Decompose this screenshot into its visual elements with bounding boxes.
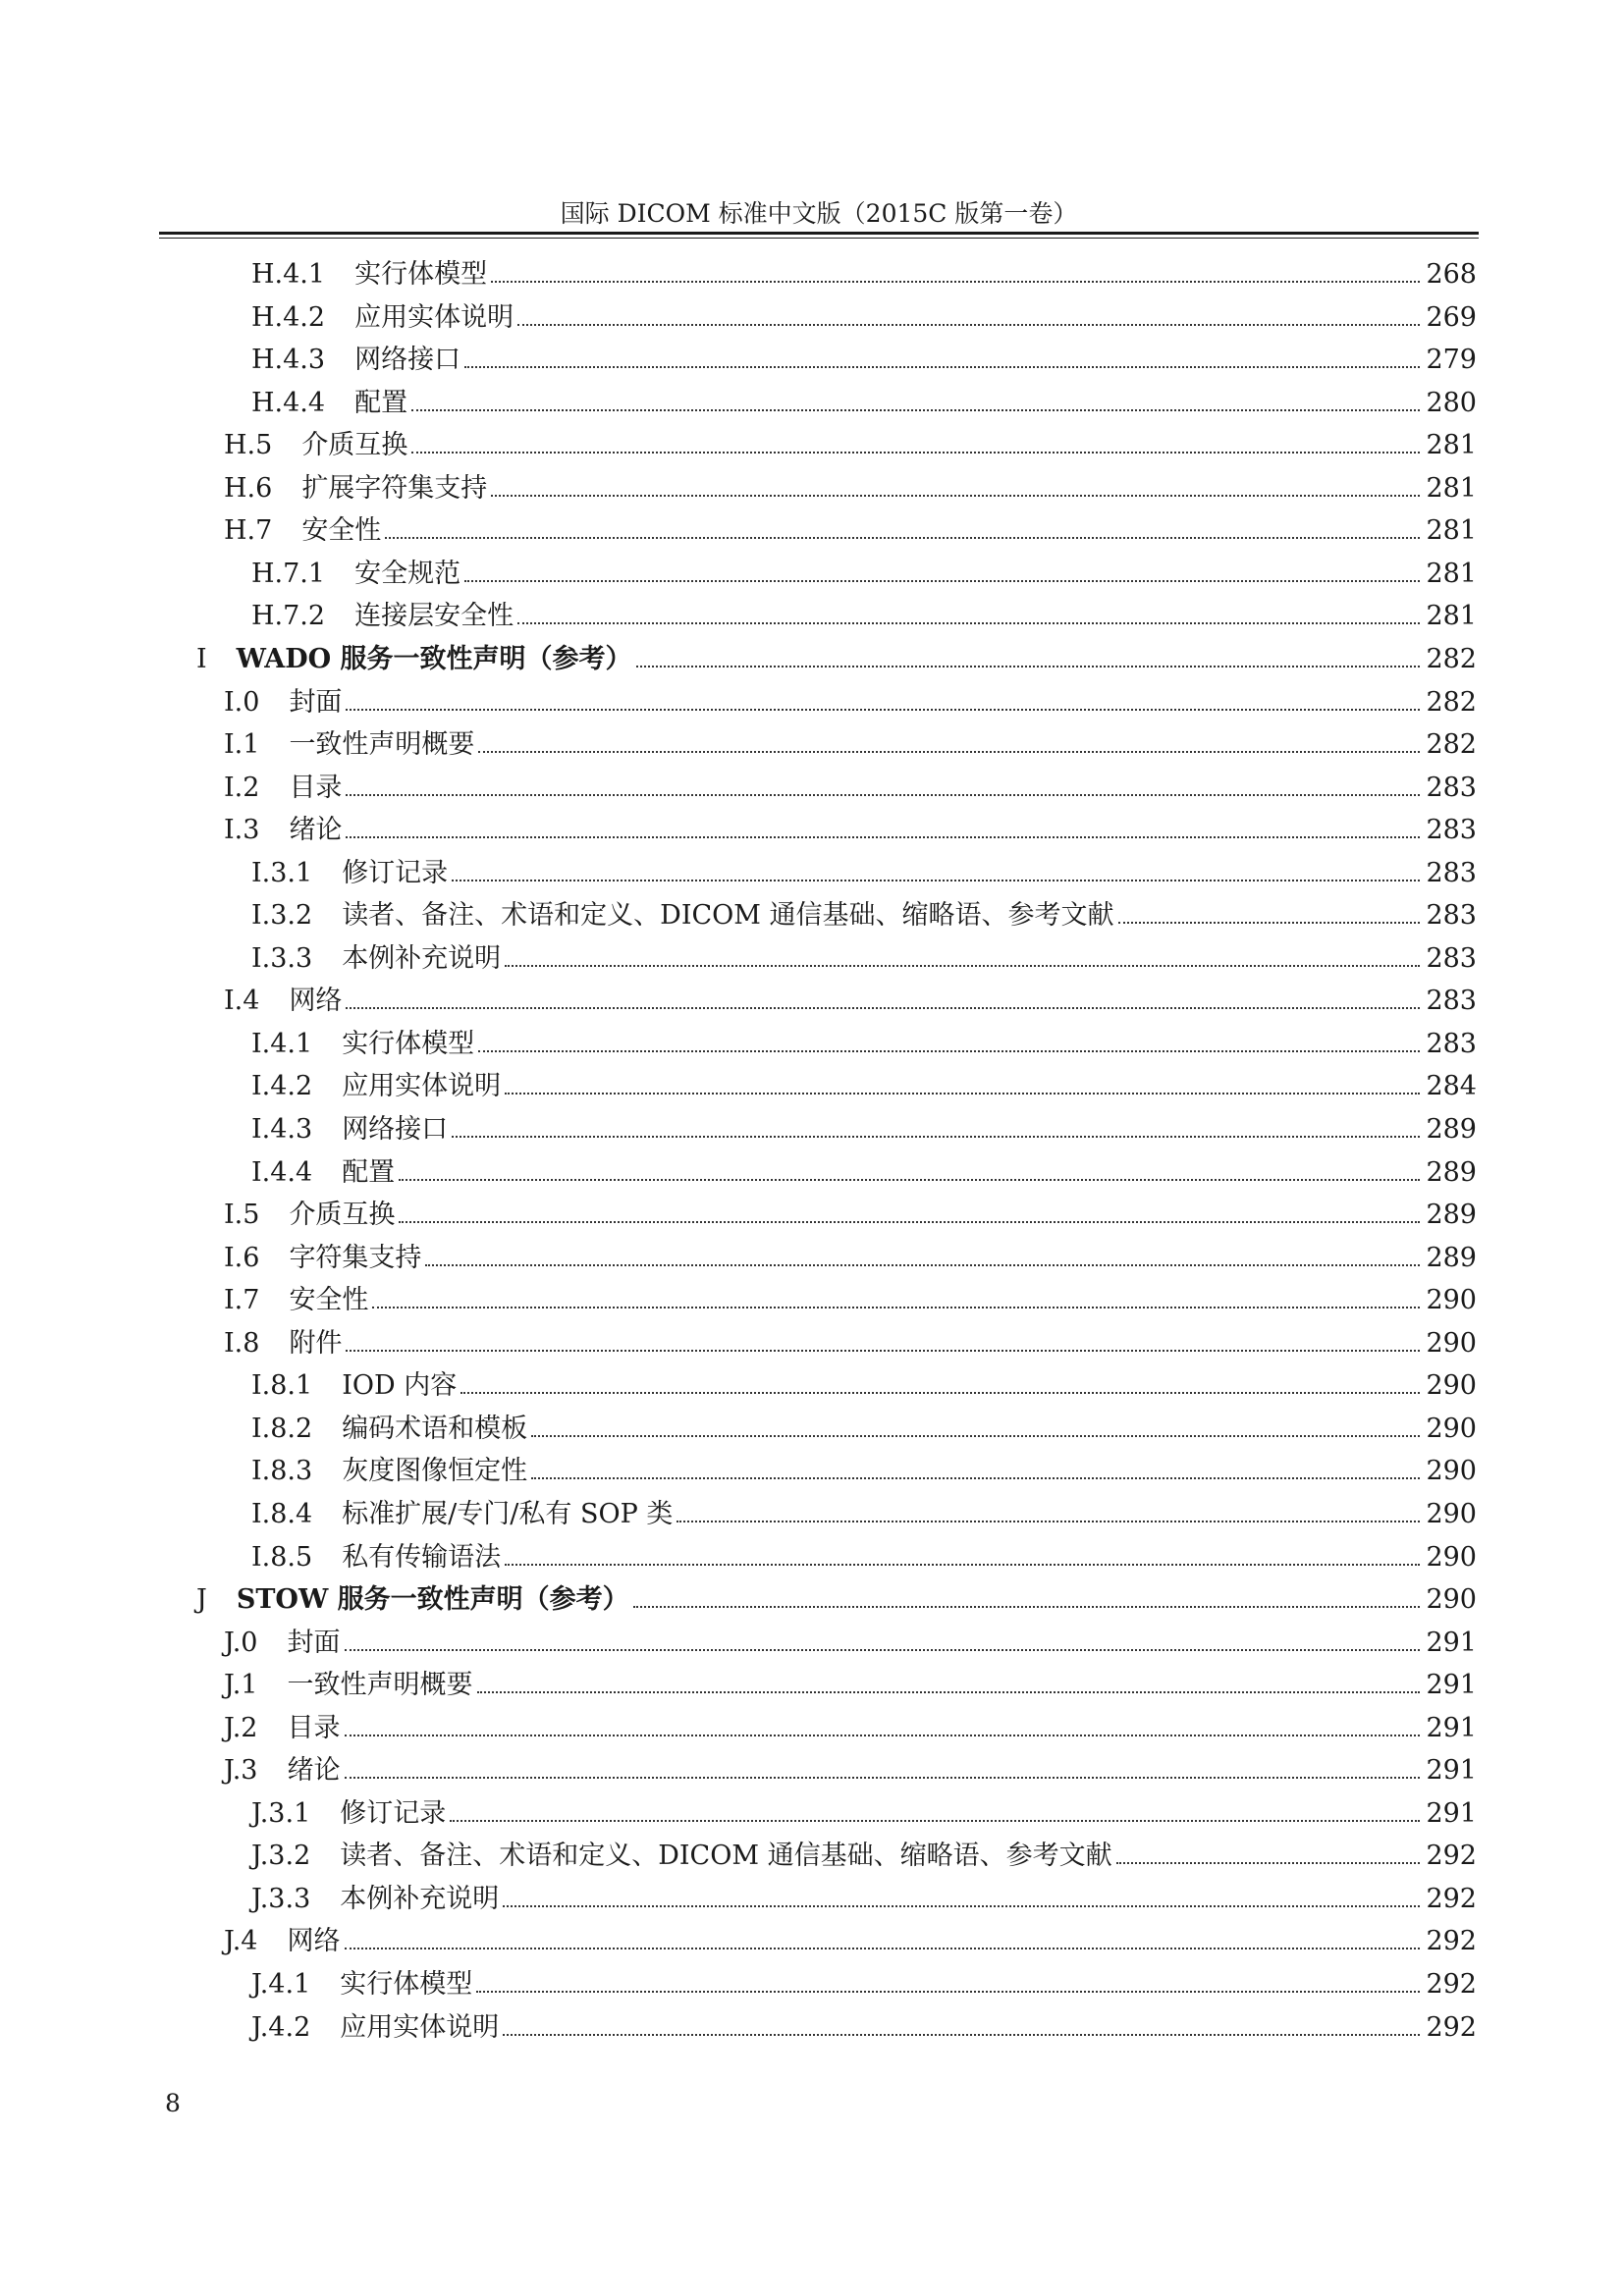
toc-entry-page: 290 xyxy=(1426,1414,1477,1444)
toc-entry[interactable] xyxy=(224,1920,1477,1963)
toc-entry[interactable] xyxy=(224,809,1477,852)
toc-entry-title: 修订记录 xyxy=(342,858,449,888)
toc-entry-number: I.8.2 xyxy=(251,1414,313,1444)
toc-entry-page: 291 xyxy=(1426,1755,1477,1786)
toc-entry-page: 279 xyxy=(1426,345,1477,375)
toc-entry[interactable] xyxy=(251,1364,1477,1408)
toc-entry-number: I.2 xyxy=(224,773,260,803)
toc-entry[interactable] xyxy=(251,1023,1477,1066)
toc-entry-title: 绪论 xyxy=(289,815,343,845)
toc-entry[interactable] xyxy=(224,767,1477,810)
dot-leader xyxy=(505,1071,1420,1095)
toc-entry-page: 268 xyxy=(1426,259,1477,290)
dot-leader xyxy=(450,1798,1420,1822)
toc-entry-number: I.0 xyxy=(224,687,260,718)
toc-entry[interactable] xyxy=(224,509,1477,553)
toc-entry-title: 编码术语和模板 xyxy=(342,1414,528,1444)
toc-entry-page: 282 xyxy=(1426,687,1477,718)
dot-leader xyxy=(505,943,1420,967)
toc-entry[interactable] xyxy=(251,1835,1477,1878)
toc-entry-number: I.6 xyxy=(224,1243,260,1273)
toc-entry-number: H.4.4 xyxy=(251,388,326,418)
toc-entry-number: H.4.1 xyxy=(251,259,326,290)
toc-entry-title: 网络 xyxy=(287,1926,341,1956)
header-rule-thin xyxy=(159,238,1479,239)
toc-entry-title: 扩展字符集支持 xyxy=(301,473,488,504)
dot-leader xyxy=(505,1542,1420,1566)
toc-entry-page: 282 xyxy=(1426,644,1477,674)
dot-leader xyxy=(346,687,1420,711)
toc-entry-number: I.3.1 xyxy=(251,858,313,888)
dot-leader xyxy=(491,473,1420,497)
toc-entry-number: J xyxy=(196,1584,207,1615)
dot-leader xyxy=(346,1328,1420,1352)
toc-entry-number: I.4.4 xyxy=(251,1157,313,1188)
toc-entry[interactable] xyxy=(251,382,1477,425)
dot-leader xyxy=(517,601,1420,624)
dot-leader xyxy=(477,1670,1421,1693)
toc-entry-number: J.4 xyxy=(224,1926,258,1956)
toc-entry[interactable] xyxy=(224,1194,1477,1237)
toc-entry-title: 一致性声明概要 xyxy=(289,729,475,760)
toc-entry[interactable] xyxy=(251,1065,1477,1108)
dot-leader xyxy=(411,388,1420,411)
toc-entry[interactable] xyxy=(224,1622,1477,1665)
toc-entry-page: 282 xyxy=(1426,729,1477,760)
toc-entry-number: I.1 xyxy=(224,729,260,760)
dot-leader xyxy=(452,1114,1420,1138)
toc-entry-title: 本例补充说明 xyxy=(340,1884,500,1914)
toc-entry-title: 网络接口 xyxy=(342,1114,449,1145)
toc-entry-title: 介质互换 xyxy=(301,430,408,460)
toc-entry-title: 实行体模型 xyxy=(340,1969,473,2000)
toc-entry-title: 介质互换 xyxy=(289,1200,396,1230)
toc-entry-title: 封面 xyxy=(287,1628,341,1658)
toc-entry-title: 标准扩展/专门/私有 SOP 类 xyxy=(342,1499,674,1529)
toc-entry-page: 292 xyxy=(1426,2012,1477,2043)
toc-entry-number: I.5 xyxy=(224,1200,260,1230)
toc-entry[interactable] xyxy=(251,894,1477,937)
toc-entry-page: 290 xyxy=(1426,1328,1477,1359)
dot-leader xyxy=(464,345,1420,368)
toc-entry-number: I.8 xyxy=(224,1328,260,1359)
toc-entry-number: H.5 xyxy=(224,430,273,460)
toc-entry-number: I xyxy=(196,644,207,674)
toc-entry-page: 281 xyxy=(1426,559,1477,589)
dot-leader xyxy=(346,815,1420,838)
toc-entry-title: 应用实体说明 xyxy=(340,2012,500,2043)
toc-entry-page: 290 xyxy=(1426,1542,1477,1573)
dot-leader xyxy=(345,1926,1421,1949)
toc-entry-number: I.4.2 xyxy=(251,1071,313,1101)
toc-entry-page: 289 xyxy=(1426,1157,1477,1188)
toc-entry-page: 292 xyxy=(1426,1884,1477,1914)
toc-entry-title: 私有传输语法 xyxy=(342,1542,502,1573)
toc-entry-title: 连接层安全性 xyxy=(354,601,514,631)
toc-entry-number: I.4 xyxy=(224,986,260,1016)
dot-leader xyxy=(503,2012,1420,2036)
toc-entry-page: 283 xyxy=(1426,1029,1477,1059)
toc-entry-page: 284 xyxy=(1426,1071,1477,1101)
running-header: 国际 DICOM 标准中文版（2015C 版第一卷） xyxy=(560,199,1078,228)
toc-entry-page: 290 xyxy=(1426,1499,1477,1529)
toc-entry-page: 290 xyxy=(1426,1370,1477,1401)
toc-entry[interactable] xyxy=(251,296,1477,340)
toc-entry[interactable] xyxy=(251,1408,1477,1451)
toc-entry-page: 291 xyxy=(1426,1628,1477,1658)
toc-entry-title: 本例补充说明 xyxy=(342,943,502,974)
toc-entry-title: 网络 xyxy=(289,986,343,1016)
dot-leader xyxy=(478,1029,1420,1052)
dot-leader xyxy=(345,1713,1421,1736)
toc-entry-title: 网络接口 xyxy=(354,345,461,375)
dot-leader xyxy=(411,430,1420,454)
toc-entry-title: 配置 xyxy=(342,1157,396,1188)
toc-entry[interactable] xyxy=(251,937,1477,981)
dot-leader xyxy=(531,1414,1420,1437)
toc-entry[interactable] xyxy=(251,2006,1477,2050)
toc-entry[interactable] xyxy=(251,595,1477,638)
toc-entry-number: J.4.2 xyxy=(251,2012,311,2043)
toc-entry-number: H.4.3 xyxy=(251,345,326,375)
toc-entry-number: H.7 xyxy=(224,515,273,546)
toc-entry-page: 292 xyxy=(1426,1969,1477,2000)
toc-entry[interactable] xyxy=(224,1279,1477,1322)
toc-entry-title: IOD 内容 xyxy=(342,1370,458,1401)
toc-entry-title: 应用实体说明 xyxy=(342,1071,502,1101)
toc-entry[interactable] xyxy=(224,467,1477,510)
toc-entry[interactable] xyxy=(196,638,1477,681)
toc-entry-title: 配置 xyxy=(354,388,408,418)
toc-entry-number: I.3.3 xyxy=(251,943,313,974)
toc-entry-title: 一致性声明概要 xyxy=(287,1670,473,1700)
toc-entry-title: 读者、备注、术语和定义、DICOM 通信基础、缩略语、参考文献 xyxy=(342,900,1114,931)
toc-entry[interactable] xyxy=(224,1664,1477,1707)
dot-leader xyxy=(460,1370,1420,1394)
toc-entry[interactable] xyxy=(251,339,1477,382)
toc-entry-page: 291 xyxy=(1426,1798,1477,1829)
toc-entry-number: J.4.1 xyxy=(251,1969,311,2000)
toc-entry-title: 灰度图像恒定性 xyxy=(342,1456,528,1486)
header-rule-thick xyxy=(159,232,1479,235)
toc-entry-number: J.3.1 xyxy=(251,1798,311,1829)
toc-entry-page: 291 xyxy=(1426,1713,1477,1743)
toc-entry-page: 291 xyxy=(1426,1670,1477,1700)
toc-entry[interactable] xyxy=(251,1536,1477,1579)
toc-entry-page: 289 xyxy=(1426,1114,1477,1145)
toc-entry-page: 283 xyxy=(1426,858,1477,888)
toc-entry-number: J.3.2 xyxy=(251,1841,311,1871)
dot-leader xyxy=(399,1200,1420,1223)
toc-entry[interactable] xyxy=(251,1108,1477,1151)
dot-leader xyxy=(491,259,1420,283)
toc-entry-page: 269 xyxy=(1426,302,1477,333)
toc-entry-page: 283 xyxy=(1426,815,1477,845)
toc-entry-number: J.3.3 xyxy=(251,1884,311,1914)
toc-entry-title: 封面 xyxy=(289,687,343,718)
toc-entry[interactable] xyxy=(196,1578,1477,1622)
toc-entry-page: 289 xyxy=(1426,1243,1477,1273)
toc-entry[interactable] xyxy=(224,1237,1477,1280)
toc-entry-page: 281 xyxy=(1426,473,1477,504)
toc-entry-number: I.4.1 xyxy=(251,1029,313,1059)
toc-entry-title: WADO 服务一致性声明（参考） xyxy=(236,644,632,674)
toc-entry[interactable] xyxy=(224,1749,1477,1792)
toc-entry[interactable] xyxy=(224,424,1477,467)
toc-entry-title: 安全性 xyxy=(289,1285,369,1315)
toc-entry-title: 字符集支持 xyxy=(289,1243,422,1273)
toc-entry-title: 实行体模型 xyxy=(354,259,488,290)
toc-entry-page: 281 xyxy=(1426,430,1477,460)
toc-entry-title: 目录 xyxy=(287,1713,341,1743)
dot-leader xyxy=(1116,1841,1421,1864)
toc-entry-number: H.7.1 xyxy=(251,559,326,589)
dot-leader xyxy=(517,302,1420,326)
dot-leader xyxy=(345,1628,1421,1651)
toc-entry-page: 290 xyxy=(1426,1584,1477,1615)
toc-entry[interactable] xyxy=(251,1963,1477,2006)
toc-entry-page: 283 xyxy=(1426,773,1477,803)
toc-entry-number: H.6 xyxy=(224,473,273,504)
toc-entry-number: J.2 xyxy=(224,1713,258,1743)
toc-entry-page: 290 xyxy=(1426,1285,1477,1315)
dot-leader xyxy=(372,1285,1420,1308)
toc-entry-number: I.8.1 xyxy=(251,1370,313,1401)
dot-leader xyxy=(464,559,1420,582)
toc-entry[interactable] xyxy=(224,723,1477,767)
dot-leader xyxy=(346,773,1420,796)
toc-entry[interactable] xyxy=(251,1878,1477,1921)
toc-entry-title: 附件 xyxy=(289,1328,343,1359)
toc-entry-title: 读者、备注、术语和定义、DICOM 通信基础、缩略语、参考文献 xyxy=(340,1841,1112,1871)
toc-entry-page: 280 xyxy=(1426,388,1477,418)
toc-entry-page: 283 xyxy=(1426,943,1477,974)
toc-entry-number: I.7 xyxy=(224,1285,260,1315)
toc-entry-number: I.3.2 xyxy=(251,900,313,931)
dot-leader xyxy=(425,1243,1420,1266)
toc-entry[interactable] xyxy=(224,1707,1477,1750)
toc-entry-page: 292 xyxy=(1426,1841,1477,1871)
dot-leader xyxy=(531,1456,1420,1479)
toc-entry-title: 安全性 xyxy=(301,515,382,546)
page-number: 8 xyxy=(165,2089,181,2117)
dot-leader xyxy=(452,858,1420,881)
toc-entry-number: J.3 xyxy=(224,1755,258,1786)
dot-leader xyxy=(478,729,1420,753)
toc-entry-number: J.0 xyxy=(224,1628,258,1658)
toc-entry-title: 应用实体说明 xyxy=(354,302,514,333)
dot-leader xyxy=(677,1499,1420,1522)
toc-entry-page: 283 xyxy=(1426,986,1477,1016)
toc-entry-title: 安全规范 xyxy=(354,559,461,589)
toc-entry-page: 283 xyxy=(1426,900,1477,931)
toc-entry[interactable] xyxy=(251,852,1477,895)
dot-leader xyxy=(476,1969,1420,1993)
toc-entry[interactable] xyxy=(251,1151,1477,1195)
toc-entry-title: 目录 xyxy=(289,773,343,803)
toc-entry-number: I.8.3 xyxy=(251,1456,313,1486)
toc-entry-number: I.4.3 xyxy=(251,1114,313,1145)
toc-entry[interactable] xyxy=(251,253,1477,296)
toc-entry-number: H.7.2 xyxy=(251,601,326,631)
toc-entry-number: H.4.2 xyxy=(251,302,326,333)
toc-entry-page: 281 xyxy=(1426,601,1477,631)
toc-entry-number: I.3 xyxy=(224,815,260,845)
toc-entry[interactable] xyxy=(251,1792,1477,1836)
toc-entry-page: 292 xyxy=(1426,1926,1477,1956)
dot-leader xyxy=(633,1584,1421,1608)
dot-leader xyxy=(636,644,1421,667)
toc-entry-title: 修订记录 xyxy=(340,1798,447,1829)
dot-leader xyxy=(503,1884,1420,1907)
toc-entry[interactable] xyxy=(251,1493,1477,1536)
toc-entry-page: 290 xyxy=(1426,1456,1477,1486)
toc-entry[interactable] xyxy=(224,980,1477,1023)
toc-entry-title: STOW 服务一致性声明（参考） xyxy=(236,1584,629,1615)
dot-leader xyxy=(385,515,1420,539)
toc-entry-title: 实行体模型 xyxy=(342,1029,475,1059)
toc-entry-number: J.1 xyxy=(224,1670,258,1700)
toc-entry-page: 289 xyxy=(1426,1200,1477,1230)
toc-entry-title: 绪论 xyxy=(287,1755,341,1786)
toc-entry[interactable] xyxy=(224,1322,1477,1365)
dot-leader xyxy=(346,986,1420,1009)
toc-entry[interactable] xyxy=(251,553,1477,596)
toc-entry-page: 281 xyxy=(1426,515,1477,546)
toc-entry[interactable] xyxy=(251,1450,1477,1493)
toc-entry[interactable] xyxy=(224,681,1477,724)
dot-leader xyxy=(345,1755,1421,1779)
toc-entry-number: I.8.4 xyxy=(251,1499,313,1529)
dot-leader xyxy=(399,1157,1420,1181)
dot-leader xyxy=(1118,900,1421,924)
toc-entry-number: I.8.5 xyxy=(251,1542,313,1573)
